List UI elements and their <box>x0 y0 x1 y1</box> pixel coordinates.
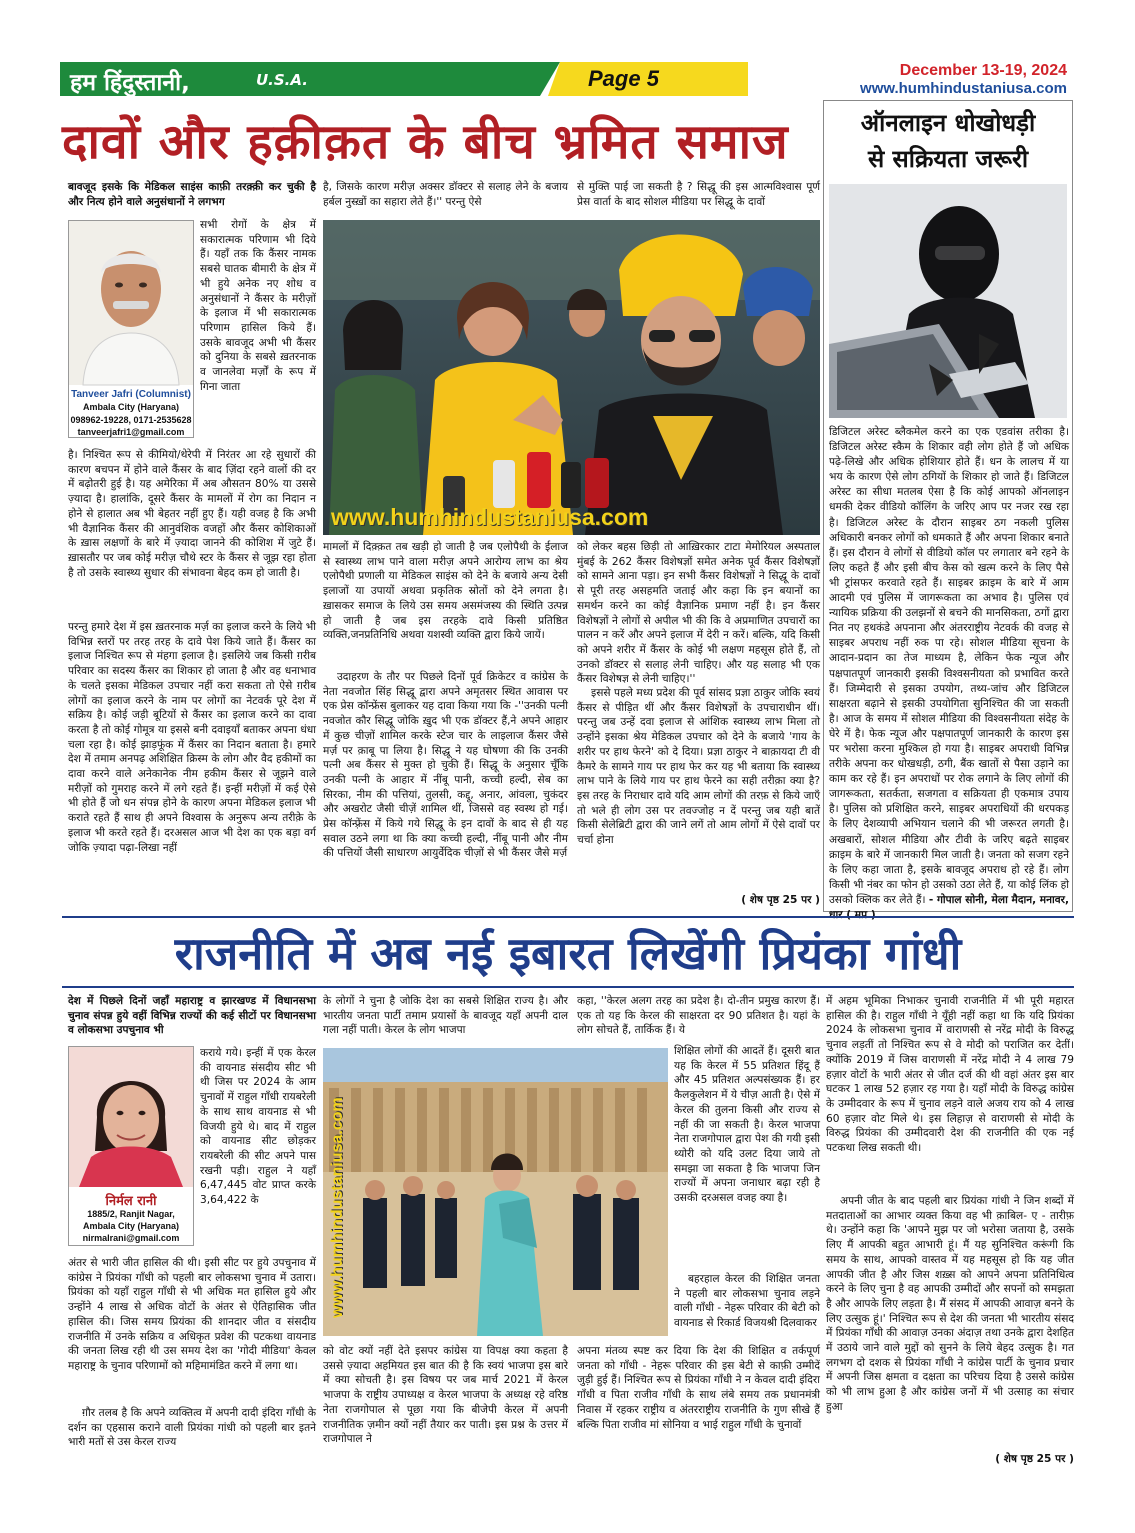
article1-col2-bottom: मामलों में दिक़्क़त तब खड़ी हो जाती है जब एलोपैथी के ईलाज से स्वास्थ्य लाभ पाने वाला मरीज़ अपने आरोग्य लाभ का श्रेय एलोपैथी प्रणाली या मेडिकल साइंस को देने के बजाये अन्य देसी इलाजों या उपायों अथवा प्रकृतिक स्रोतों को देने लगता है। ख़ासकर समाज के लिये उस समय असमंजस्य की स्थिति उत्पन्न हो जाती है जब इस तरहके दावे किसी प्रतिष्ठित व्यक्ति,जनप्रतिनिधि अथवा यशस्वी व्यक्ति द्वारा किये जायें। <box>323 541 568 642</box>
sidebar-credit: - गोपाल सोनी, मेला मैदान, मनावर, धार ( मप्र ) <box>829 893 1069 921</box>
article1-continued: ( शेष पृष्ठ 25 पर ) <box>741 894 820 906</box>
article2-col2-top: के लोगों ने चुना है जोकि देश का सबसे शिक्षित राज्य है। और भारतीय जनता पार्टी तमाम प्रयासों के बावजूद यहाँ अपनी दाल गला नहीं पाती। केरल के लोग भाजपा <box>323 995 568 1037</box>
parliament-photo <box>323 1048 668 1336</box>
author2-photo <box>69 1047 193 1187</box>
article2-col4: में अहम भूमिका निभाकर चुनावी राजनीति में भी पूरी महारत हासिल की है। राहुल गाँधी ने यूँही नहीं कहा था कि यदि प्रियंका 2024 के लोकसभा चुनाव में वाराणसी से नरेंद्र मोदी के विरुद्ध चुनाव लड़तीं तो निश्चित रूप से वे मोदी को पराजित कर देतीं। क्योंकि 2019 में जिस वाराणसी में नरेंद्र मोदी ने 4 लाख 79 हज़ार वोटों के भारी अंतर से जीत दर्ज की थी वहां अंतर इस बार घटकर 1 लाख 52 हज़ार रह गया है। यहाँ मोदी के विरुद्ध कांग्रेस के उम्मीदवार के रूप में चुनाव लड़ने वाले अजय राय को 4 लाख 60 हज़ार वोट मिले थे। इस लिहाज़ से वाराणसी से मोदी के विरुद्ध प्रियंका की उम्मीदवारी देश की राजनीति की एक नई पटकथा लिख सकती थी। <box>826 995 1074 1155</box>
photo2-watermark: www.humhindustaniusa.com <box>329 1097 346 1318</box>
newspaper-region: U.S.A. <box>256 71 308 89</box>
article1-col1-wrap: सभी रोगों के क्षेत्र में सकारात्मक परिणाम भी दिये हैं। यहाँ तक कि कैंसर नामक सबसे घातक बीमारी के क्षेत्र में भी हुये अनेक नए शोध व अनुसंधानों ने कैंसर के मरीज़ों के इलाज में भी सकारात्मक परिणाम हासिल किये हैं। उसके बावजूद अभी भी कैंसर को दुनिया के सबसे ख़तरनाक व जानलेवा मर्ज़ों के रूप में गिना जाता <box>200 219 316 393</box>
article2-col2-bottom: को वोट क्यों नहीं देते इसपर कांग्रेस या विपक्ष क्या कहता है उससे ज़्यादा अहमियत इस बात की है कि स्वयं भाजपा इस बारे में क्या सोचती है। इस विषय पर जब मार्च 2021 में केरल भाजपा के राष्ट्रीय उपाध्यक्ष व केरल भाजपा के अध्यक्ष रहे वरिष्ठ नेता राजगोपाल से पूछा गया कि बीजेपी केरल में अपनी राजनीतिक ज़मीन क्यों नहीं तैयार कर पाती। इस प्रश्न के उत्तर में राजगोपाल ने <box>323 1345 568 1446</box>
article2-headline-band <box>62 916 1074 988</box>
page-number: Page 5 <box>588 66 659 91</box>
article1-author-box <box>68 220 194 438</box>
article1-col3-top: से मुक्ति पाई जा सकती है ? सिद्धू की इस आत्मविश्वास पूर्ण प्रेस वार्ता के बाद सोशल मीडिया पर सिद्धू के दावों <box>577 181 820 208</box>
article1-col3-p2: इससे पहले मध्य प्रदेश की पूर्व सांसद प्रज्ञा ठाकुर जोकि स्वयं कैंसर से पीड़ित थीं और कैंसर विशेषज्ञों के उपचाराधीन थीं। परन्तु जब उन्हें दवा इलाज से आंशिक स्वास्थ्य लाभ मिला तो उन्होंने इसका श्रेय मेडिकल उपचार को देने के बजाये 'गाय के शरीर पर हाथ फेरने' को दे दिया। प्रज्ञा ठाकुर ने बाक़ायदा टी वी कैमरे के सामने गाय पर हाथ फेर कर यह भी बताया कि स्वास्थ्य लाभ पाने के लिये गाय पर हाथ फेरने का सही तरीक़ा क्या है? इस तरह के निराधार दावे यदि आम लोगों की तरफ़ से किये जाएँ तो भले ही लोग उस पर तवज्जोह न दें परन्तु जब यही बातें किसी सेलेब्रिटी द्वारा की जाने लगें तो आम लोगों में ऐसे दावों पर चर्चा होना <box>577 687 820 847</box>
sidebar-headline <box>824 101 1072 183</box>
author-photo <box>69 221 193 385</box>
article2-continued: ( शेष पृष्ठ 25 पर ) <box>995 1453 1074 1465</box>
article1-col1-p2: परन्तु हमारे देश में इस ख़तरनाक मर्ज़ का इलाज करने के लिये भी विभिन्न स्तरों पर तरह तरह के दावे पेश किये जाते हैं। कैंसर का इलाज निश्चित रूप से मंहगा इलाज है। इसलिये जब किसी ग़रीब परिवार का सदस्य कैंसर का शिकार हो जाता है और वह धनाभाव के चलते इसका मेडिकल उपचार नहीं करा सकता तो ऐसे ग़रीब लोगों का इलाज करने के नाम पर लोगों का नेटवर्क पूरे देश में सक्रिय है। कोई जड़ी बूटियों से कैंसर का इलाज करने का दावा करता है तो कोई गोमूत्र या इससे बनी दवाइयाँ बताकर अपना धंधा चला रहा है। कोई झाड़फूंक में कैंसर का निदान बताता है। हमारे देश में तमाम अनपढ़ अशिक्षित क्रिस्म के लोग और वैद हकीमों का दावा करने वाले अनेकानेक नीम हकीम कैंसर से जूझने वाले मरीज़ों को गुमराह करने में लगे रहते हैं। इन्हीं मरीज़ों में कई ऐसे भी होते हैं जो धन संपन्न होने के कारण अपना मेडिकल इलाज भी कराते रहते हैं साथ ही अपने विश्वास के अनुरूप अन्य तरीक़े के इलाज भी करते रहते हैं। दरअसल आज भी देश का एक बड़ा वर्ग जोकि ज़्यादा पढ़ा-लिखा नहीं <box>68 621 316 854</box>
article2-col3-p2: बहरहाल केरल की शिक्षित जनता ने पहली बार लोकसभा चुनाव लड़ने वाली गाँधी - नेहरू परिवार की बेटी को वायनाड से रिकार्ड विजयश्री दिलवाकर <box>674 1273 820 1330</box>
author2-email[interactable]: nirmalrani@gmail.com <box>82 1233 180 1243</box>
newspaper-name: हम हिंदुस्तानी, <box>70 70 190 96</box>
article2-headline: राजनीति में अब नई इबारत लिखेंगी प्रियंका गांधी <box>174 927 962 980</box>
article1-col1-top <box>68 180 316 220</box>
article1-col3-bottom: को लेकर बहस छिड़ी तो आख़िरकार टाटा मेमोरियल अस्पताल मुंबई के 262 कैंसर विशेषज्ञों समेत अनेक पूर्व कैंसर विशेषज्ञों को सामने आना पड़ा। इन सभी कैंसर विशेषज्ञों ने सिद्धू के दावों से पूरी तरह असहमति जताई और कहा कि इन बयानों का समर्थन करने का कोई वैज्ञानिक प्रमाण नहीं है। इन कैंसर विशेषज्ञों ने लोगों से अपील भी की कि वे अप्रमाणित उपचारों का पालन न करें और अपने इलाज में देरी न करें। बल्कि, यदि किसी को अपने शरीर में कैंसर के कोई भी लक्षण महसूस होते हैं, तो उनको डॉक्टर से सलाह लेनी चाहिए। और यह सलाह भी एक कैंसर विशेषज्ञ से लेनी चाहिए।'' <box>577 541 820 686</box>
article2-col1-rest: अंतर से भारी जीत हासिल की थी। इसी सीट पर हुये उपचुनाव में कांग्रेस ने प्रियंका गाँधी को पहली बार लोकसभा चुनाव में उतारा। प्रियंका को यहाँ राहुल गाँधी से भी अधिक मत हासिल हुये और उन्होंने 4 लाख से अधिक वोटों के अंतर से ऐतिहासिक जीत हासिल की। जिस समय प्रियंका की शानदार जीत व संसदीय राजनीति में उनके सक्रिय व अधिकृत प्रवेश की पटकथा वायनाड की जनता लिख रही थी उस समय देश का 'गोदी मीडिया' केवल महाराष्ट्र के चुनाव परिणामों को महिमामंडित करने में लगा था। <box>68 1257 316 1372</box>
article2-col3-wrap: शिक्षित लोगों की आदतें हैं। दूसरी बात यह कि केरल में 55 प्रतिशत हिंदू हैं और 45 प्रतिशत अल्पसंख्यक हैं। हर कैलकुलेशन में ये चीज़ आती है। ऐसे में केरल की तुलना किसी और राज्य से नहीं की जा सकती है। केरल भाजपा नेता राजगोपाल द्वारा पेश की गयी इसी थ्योरी को यदि उलट दिया जाये तो समझा जा सकता है कि भाजपा जिन राज्यों में अपना जनाधार बढ़ा रही है उसकी दरअसल वजह क्या है। <box>674 1045 820 1205</box>
article1-intro: बावजूद इसके कि मेडिकल साइंस काफ़ी तरक़्क़ी कर चुकी है और नित्य होने वाले अनुसंधानों ने लगभग <box>68 181 316 208</box>
article2-col1-p2: ग़ौर तलब है कि अपने व्यक्तित्व में अपनी दादी इंदिरा गाँधी के दर्शन का एहसास कराने वाली प्रियंका गांधी को पहली बार इतने भारी मतों से उस केरल राज्य <box>68 1407 316 1449</box>
author-name: Tanveer Jafri (Columnist) <box>71 389 191 400</box>
article2-col3-bottom: अपना मंतव्य स्पष्ट कर दिया कि देश की शिक्षित व तर्कपूर्ण जनता को गाँधी - नेहरू परिवार की इस बेटी से काफ़ी उम्मीदें जुड़ी हुई हैं। निश्चित रूप से प्रियंका गाँधी ने न केवल दादी इंदिरा गाँधी व पिता राजीव गाँधी के साथ लंबे समय तक प्रधानमंत्री निवास में रहकर राष्ट्रीय व अंतरराष्ट्रीय राजनीति के गुण सीखे हैं बल्कि पिता राजीव मां सोनिया व भाई राहुल गाँधी के चुनावों <box>577 1345 820 1431</box>
article2-intro: देश में पिछले दिनों जहाँ महाराष्ट्र व झारखण्ड में विधानसभा चुनाव संपन्न हुये वहीं विभिन्न राज्यों की कई सीटों पर विधानसभा व लोकसभा उपचुनाव भी <box>68 995 316 1037</box>
sidebar-box <box>823 100 1073 921</box>
author-phone: 098962-19228, 0171-2535628 <box>70 415 192 425</box>
article2-col3-top: कहा, ''केरल अलग तरह का प्रदेश है। दो-तीन प्रमुख कारण हैं। एक तो यह कि केरल की साक्षरता दर 90 प्रतिशत है। यहां के लोग सोचते हैं, तार्किक हैं। ये <box>577 995 820 1037</box>
author-city: Ambala City (Haryana) <box>82 402 180 412</box>
author2-name: निर्मल रानी <box>105 1194 157 1209</box>
sidebar-headline-line2: से सक्रियता जरूरी <box>867 145 1029 173</box>
press-conference-photo <box>323 220 820 535</box>
issue-date: December 13-19, 2024 <box>899 62 1067 79</box>
photo-watermark: www.humhindustaniusa.com <box>331 504 649 530</box>
article1-headline: दावों और हक़ीक़त के बीच भ्रमित समाज <box>62 114 789 170</box>
sidebar-body <box>829 425 1069 921</box>
article2-col1-wrap: कराये गये। इन्हीं में एक केरल की वायनाड संसदीय सीट भी थी जिस पर 2024 के आम चुनावों में राहुल गाँधी रायबरेली के साथ साथ वायनाड से भी विजयी हुये थे। बाद में राहुल को वायनाड सीट छोड़कर रायबरेली की सीट अपने पास रखनी पड़ी। राहुल ने यहाँ 6,47,445 वोट प्राप्त करके 3,64,422 के <box>200 1047 316 1207</box>
article1-col1-rest: है। निश्चित रूप से कीमियो/थेरेपी में निरंतर आ रहे सुधारों की कारण बचपन में होने वाले कैंसर के बाद ज़िंदा रहने वालों की दर में बढ़ोतरी हुई है। यह अमेरिका में अब औसतन 80% या उससे ज़्यादा है। हालांकि, दूसरे कैंसर के मामलों में रोग का निदान न होने से हालात अब भी बेहतर नहीं हुए हैं। यही वजह है कि अभी भी वैज्ञानिक कैंसर की आनुवंशिक वजहों और कैंसर कोशिकाओं के ख़ास लक्षणों के बारे में ज़्यादा जानने की कोशिश में जुटे हैं। ख़ासतौर पर जब कोई मरीज़ चौथे स्टर के कैंसर से जूझ रहा होता है तो उसके स्वास्थ्य सुधार की संभावना बेहद कम हो जाती है। <box>68 449 316 579</box>
sidebar-text: डिजिटल अरेस्ट ब्लैकमेल करने का एक एडवांस तरीका है। डिजिटल अरेस्ट स्कैम के शिकार वही लोग होते हैं जो अधिक पढ़े-लिखे और अधिक होशियार होते हैं। धन के लालच में या भय के कारण ऐसे लोग ठगियों के शिकार हो जाते हैं। डिजिटल अरेस्ट का सीधा मतलब ऐसा है कि कोई आपको ऑनलाइन धमकी देकर वीडियो कॉलिंग के जरिए आप पर नजर रख रहा है। डिजिटल अरेस्ट के दौरान साइबर ठग नकली पुलिस अधिकारी बनकर लोगों को धमकाते हैं और अपना शिकार बनाते हैं। इस दौरान वे लोगों से वीडियो कॉल पर लगातार बने रहने के लिए कहते हैं और इसी बीच केस को खत्म करने के लिए पैसे भी ट्रांसफर करवाते रहते हैं। साइबर क्राइम के बारे में आम आदमी एवं पुलिस में जागरूकता का अभाव है। पुलिस एवं न्यायिक प्रक्रिया की उलझनों से बचने की मानसिकता, ठगों द्वारा नित नए हथकंडे अपनाना और अंतरराष्ट्रीय नेटवर्क की वजह से साइबर अपराध नहीं रुक पा रहे। सोशल मीडिया सूचना के आदान-प्रदान का तेज माध्यम है, लेकिन फेक न्यूज और पक्षपातपूर्ण जानकारी इसकी विश्वसनीयता को प्रभावित करते हैं। जिम्मेदारी से इसका उपयोग, तथ्य-जांच और डिजिटल साक्षरता बढ़ाने से इसकी उपयोगिता सुनिश्चित की जा सकती है। आज के समय में सोशल मीडिया की विश्वसनीयता संदेह के घेरे में है। फेक न्यूज और पक्षपातपूर्ण जानकारी के कारण इस पर भरोसा करना मुश्किल हो गया है। साइबर अपराधी विभिन्न तरीके अपना कर धोखधड़ी, ठगी, बैंक खातों से पैसा उड़ाने का काम कर रहे हैं। इन अपराधों पर रोक लगाने के लिए लोगों की जागरूकता, सतर्कता, सजगता व सक्रियता ही एकमात्र उपाय है। पुलिस को प्रशिक्षित करने, साइबर अपराधियों की धरपकड़ के लिए देशव्यापी अभियान चलाने की भी जरूरत लगती है। अखबारों, सोशल मीडिया और टीवी के जरिए बढ़ते साइबर क्राइम के बारे में जानकारी मिल जाती है। जनता को सजग रहने के लिए कहा जाता है, इसके बावजूद अपराध हो रहे हैं। लोग किसी भी नंबर का फोन हो उसको उठा लेते हैं, या कोई लिंक हो उसको क्लिक कर लेते हैं। <box>829 426 1069 906</box>
article1-col2-p2: उदाहरण के तौर पर पिछले दिनों पूर्व क्रिकेटर व कांग्रेस के नेता नवजोत सिंह सिद्धू द्वारा अपने अमृतसर स्थित आवास पर एक प्रेस कॉन्फ्रेंस बुलाकर यह दावा किया गया कि -''उनकी पत्नी नवजोत कौर सिद्धू जोकि ख़ुद भी एक डॉक्टर हैं,ने अपने आहार में कुछ चीज़ों शामिल करके स्टेज चार के लाइलाज कैंसर जैसे मर्ज़ पर क़ाबू पा लिया है। सिद्धू ने यह घोषणा की कि उनकी पत्नी अब कैंसर से मुक्त हो चुकी हैं। सिद्धू के अनुसार चूँकि उनकी पत्नी के आहार में नींबू पानी, कच्ची हल्दी, सेब का सिरका, नीम की पत्तियां, तुलसी, कद्दू, अनार, आंवला, चुकंदर और अखरोट जैसी चीज़ें शामिल थीं, जिससे वह स्वस्थ हो गई। प्रेस कॉन्फ़्रेंस में किये गये सिद्धू के इन दावों के बाद से ही यह सवाल उठने लगा था कि क्या कच्ची हल्दी, नींबू पानी और नीम की पत्तियों जैसी साधारण आयुर्वेदिक चीज़ों से भी कैंसर जैसे मर्ज़ <box>323 671 568 860</box>
author-email[interactable]: tanveerjafri1@gmail.com <box>77 427 185 437</box>
website-link[interactable]: www.humhindustaniusa.com <box>860 80 1067 97</box>
article2-col1-top <box>68 994 316 1046</box>
author2-address: 1885/2, Ranjit Nagar, <box>87 1209 175 1219</box>
article1-col2-top: है, जिसके कारण मरीज़ अक्सर डॉक्टर से सलाह लेने के बजाय हर्बल नुस्ख़ों का सहारा लेते हैं।'' परन्तु ऐसे <box>323 181 568 208</box>
article2-author-box <box>68 1046 194 1246</box>
article2-col4-p2: अपनी जीत के बाद पहली बार प्रियंका गांधी ने जिन शब्दों में मतदाताओं का आभार व्यक्त किया वह भी क़ाबिल- ए - तारीफ़ थे। उन्होंने कहा कि 'आपने मुझ पर जो भरोसा जताया है, उसके लिए मैं आपकी बहुत आभारी हूं। मैं यह सुनिश्चित करूंगी कि समय के साथ, आपको वास्तव में यह महसूस हो कि यह जीत आपकी जीत है और जिस शख़्स को आपने अपना प्रतिनिधित्व करने के लिए चुना है वह आपकी उम्मीदों और सपनों को समझता है और आपके लिए लड़ता है। मैं संसद में आपकी आवाज़ बनने के लिए उत्सुक हूं।' निश्चित रूप से देश की जनता भी भारतीय संसद में प्रियंका गाँधी की आवाज़ उनका अंदाज़ तथा उनके द्वारा देशहित में उठाये जाने वाले मुद्दों को सुनने के लिये बेहद उत्सुक है। गत लगभग दो दशक से प्रियंका गाँधी ने कांग्रेस पार्टी के चुनाव प्रचार में अपनी जिस क्षमता व दक्षता का परिचय दिया है उससे कांग्रेस को भी लाभ हुआ है और कांग्रेस जनों में भी उत्साह का संचार हुआ <box>826 1195 1074 1413</box>
author2-city: Ambala City (Haryana) <box>82 1221 180 1231</box>
masthead <box>60 62 1075 98</box>
sidebar-headline-line1: ऑनलाइन धोखोधड़ी <box>860 109 1036 137</box>
hacker-photo <box>829 184 1067 418</box>
